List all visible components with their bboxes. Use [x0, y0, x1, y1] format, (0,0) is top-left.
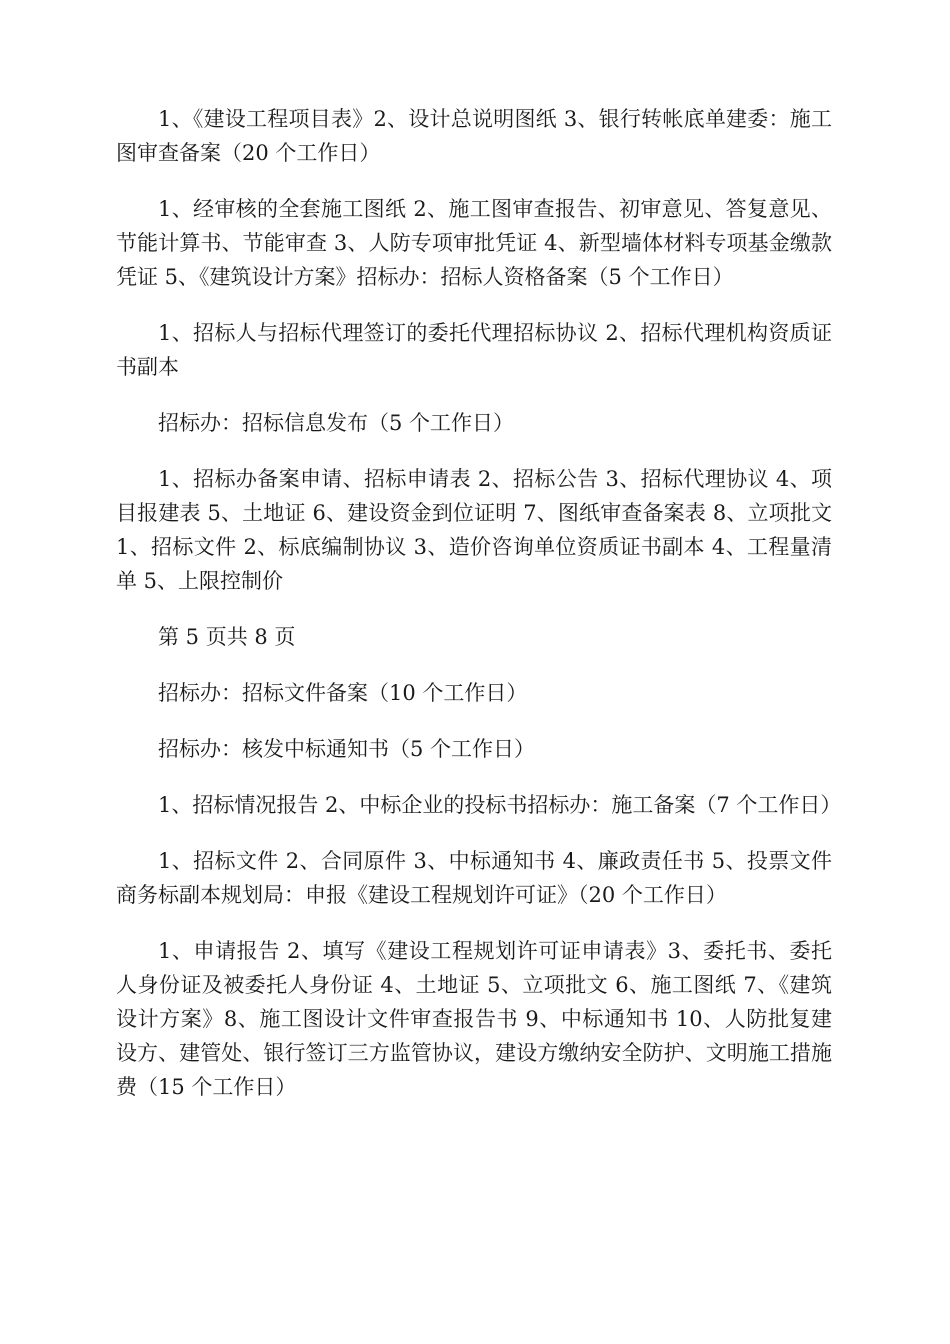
- paragraph-10: 1、招标文件 2、合同原件 3、中标通知书 4、廉政责任书 5、投票文件商务标副本规划局：申报《建设工程规划许可证》（20 个工作日）: [116, 849, 832, 907]
- paragraph-7: 招标办：招标文件备案（10 个工作日）: [158, 681, 528, 705]
- paragraph-4: 招标办：招标信息发布（5 个工作日）: [158, 411, 515, 435]
- paragraph-11: 1、申请报告 2、填写《建设工程规划许可证申请表》3、委托书、委托人身份证及被委托人身份证 4、土地证 5、立项批文 6、施工图纸 7、《建筑设计方案》8、施工图设计文件审查报告书 9、中标通知书 10、人防批复建设方、建管处、银行签订三方监管协议，建设方缴纳安全防护、文明施工措施费（15 个工作日）: [116, 939, 832, 1099]
- paragraph-2: 1、经审核的全套施工图纸 2、施工图审查报告、初审意见、答复意见、节能计算书、节能审查 3、人防专项审批凭证 4、新型墙体材料专项基金缴款凭证 5、《建筑设计方案》招标办：招标人资格备案（5 个工作日）: [116, 197, 832, 289]
- paragraph-9: 1、招标情况报告 2、中标企业的投标书招标办：施工备案（7 个工作日）: [158, 793, 842, 817]
- paragraph-3: 1、招标人与招标代理签订的委托代理招标协议 2、招标代理机构资质证书副本: [116, 321, 832, 379]
- page-number: 第 5 页共 8 页: [158, 625, 296, 649]
- paragraph-1: 1、《建设工程项目表》2、设计总说明图纸 3、银行转帐底单建委：施工图审查备案（20 个工作日）: [116, 107, 832, 165]
- paragraph-8: 招标办：核发中标通知书（5 个工作日）: [158, 737, 536, 761]
- paragraph-5: 1、招标办备案申请、招标申请表 2、招标公告 3、招标代理协议 4、项目报建表 5、土地证 6、建设资金到位证明 7、图纸审查备案表 8、立项批文 1、招标文件 2、标底编制协议 3、造价咨询单位资质证书副本 4、工程量清单 5、上限控制价: [116, 467, 832, 593]
